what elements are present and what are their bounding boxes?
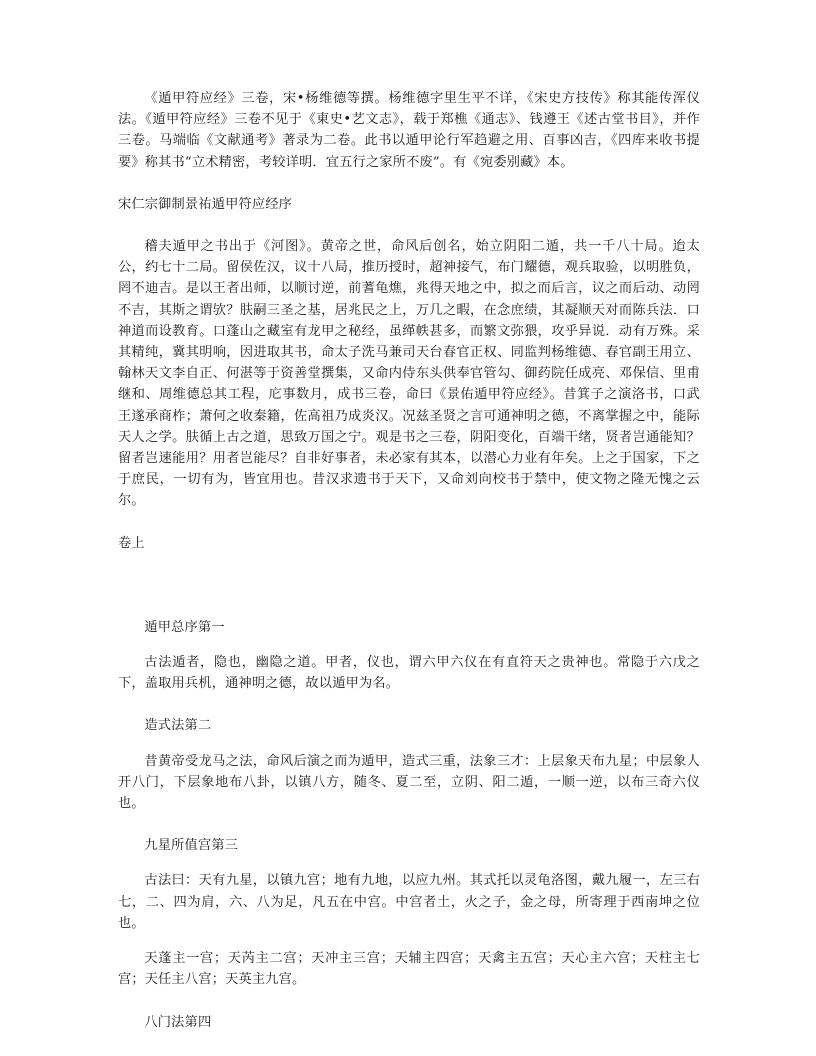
section-heading-4: 八门法第四 (144, 1014, 212, 1030)
spacer (118, 814, 700, 835)
spacer (118, 512, 700, 533)
section-body-3: 古法曰：天有九星，以镇九宫；地有九地，以应九州。其式托以灵龟洛图，戴九履一，左三右七，二、四为肩，六、八为足，凡五在中宫。中宫者土，火之子，金之母，所寄理于西南坤之位也。 (118, 873, 700, 931)
spacer (118, 694, 700, 715)
section-body-3-star-list: 天蓬主一宫；天芮主二宫；天冲主三宫；天辅主四宫；天禽主五宫；天心主六宫；天柱主七宫；天任主八宫；天英主九宫。 (118, 951, 700, 988)
document-content (118, 88, 700, 1033)
spacer (118, 554, 700, 617)
preface-body-paragraph: 稽夫遁甲之书出于《河图》。黄帝之世，命风后创名，始立阴阳二遁，共一千八十局。迨太公，约七十二局。留侯佐汉，议十八局，推历授时，超神接气，布门耀德，观兵取验，以明胜负，罔不迪吉。是以王者出师，以顺讨逆，前蓍龟燋，兆得天地之中，拟之而后言，议之而后动、动罔不吉，其斯之谓欤？肤嗣三圣之基，居兆民之上，万几之暇，在念庶绩，其凝顺天对而陈兵法．口神道而设教育。口蓬山之藏室有龙甲之秘经，虽缂帙甚多，而繁文弥猥，攻乎异说．动有万殊。采其精纯，冀其明响，因进取其书，命太子洗马兼司天台春官正权、同监判杨维德、春官副王用立、翰林天文李自正、何湛等于资善堂撰集，又命内侍东头供奉官管勾、御药院任成亮、邓保信、里甫继和、周维德总其工程，庀事数月，成书三卷，命曰《景佑遁甲符应经》。昔箕子之演洛书，口武王遂承商柞；萧何之收秦籍，佐高祖乃成炎汉。况兹圣贤之言可通神明之德，不离掌握之中，能际天人之学。肤循上古之道，思致万国之宁。观是书之三卷，阴阳变化，百端干绪，贤者岂通能知？留者岂速能用？用者岂能尽？自非好事者，未必家有其本，以潜心力业有年矣。上之于国家，下之于庶民，一切有为，皆宜用也。昔汉求遗书于天下，又命刘向校书于禁中，使文物之隆无愧之云尔。 (118, 239, 700, 509)
bibliographic-note-paragraph: 《遁甲符应经》三卷，宋•杨维德等撰。杨维德字里生平不详，《宋史方技传》称其能传浑仪法。《遁甲符应经》三卷不见于《東史•艺文志》，载于郑樵《通志》、钱遵王《述古堂书目》，并作三卷。马端临《文献通考》著录为二卷。此书以遁甲论行军趋避之用、百事凶吉，《四库来收书提要》称其书“立术精密，考较详明．宜五行之家所不废”。有《宛委别藏》本。 (118, 91, 700, 170)
section-heading-3: 九星所值宫第三 (144, 838, 239, 854)
volume-label: 卷上 (118, 535, 145, 551)
spacer (118, 856, 700, 870)
spacer (118, 991, 700, 1012)
spacer (118, 215, 700, 236)
section-heading-2: 造式法第二 (144, 718, 212, 734)
section-heading-1: 遁甲总序第一 (144, 619, 225, 635)
section-body-1: 古法遁者，隐也，幽隐之道。甲者，仪也，谓六甲六仪在有直符天之贵神也。常隐于六戊之下，盖取用兵机，通神明之德，故以遁甲为名。 (118, 655, 700, 692)
spacer (118, 173, 700, 194)
spacer (118, 934, 700, 948)
spacer (118, 638, 700, 652)
spacer (118, 737, 700, 751)
section-body-2: 昔黄帝受龙马之法，命风后演之而为遁甲，造式三重，法象三才：上层象天布九星；中层象人开八门，下层象地布八卦，以镇八方，随冬、夏二至，立阴、阳二遁，一顺一逆，以布三奇六仪也。 (118, 753, 700, 812)
preface-title: 宋仁宗御制景祐遁甲符应经序 (118, 196, 293, 212)
